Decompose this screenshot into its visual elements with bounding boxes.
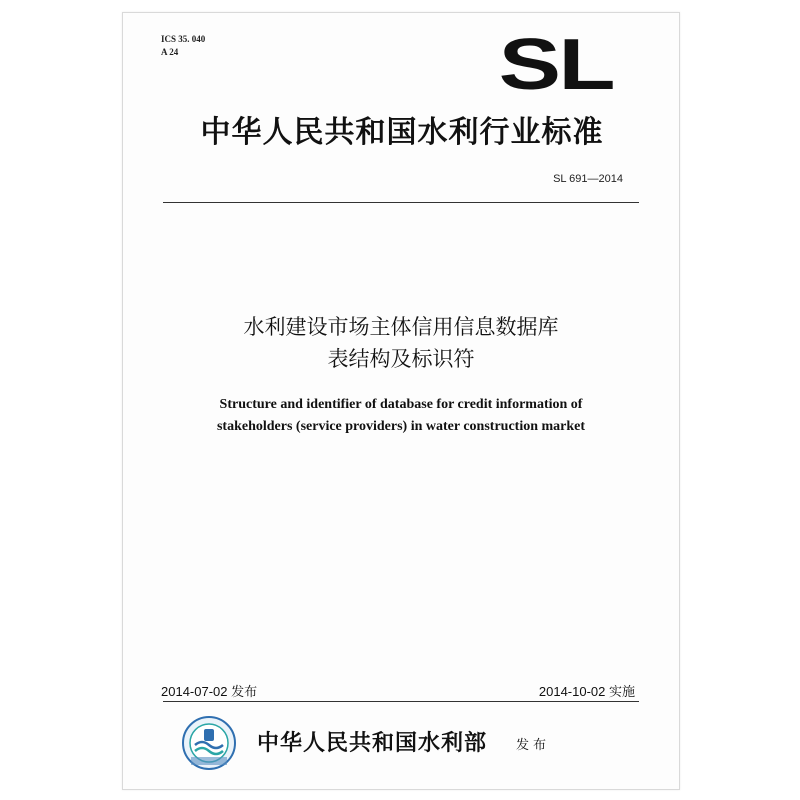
title-en-line2: stakeholders (service providers) in water construction market [216, 419, 586, 434]
title-en-line1: Structure and identifier of database for credit information of [219, 397, 583, 412]
classification-codes [161, 33, 205, 59]
ics-code: ICS 35. 040 [161, 34, 206, 44]
sl-logo: SL [498, 25, 613, 105]
ccs-code: A 24 [161, 47, 179, 57]
ministry-emblem-icon [181, 715, 237, 771]
standard-cover [122, 12, 680, 790]
issuer-title: 中华人民共和国水利行业标准 [200, 115, 604, 150]
issue-date: 2014-07-02 发布 [161, 684, 258, 699]
publisher-name: 中华人民共和国水利部 [257, 731, 488, 756]
implementation-date: 2014-10-02 实施 [538, 684, 635, 699]
header-divider [163, 202, 639, 203]
footer-divider [163, 701, 639, 702]
title-zh-line2: 表结构及标识符 [327, 347, 475, 371]
standard-number: SL 691—2014 [553, 173, 623, 185]
publish-word: 发布 [516, 738, 551, 753]
title-zh-line1: 水利建设市场主体信用信息数据库 [243, 315, 559, 339]
